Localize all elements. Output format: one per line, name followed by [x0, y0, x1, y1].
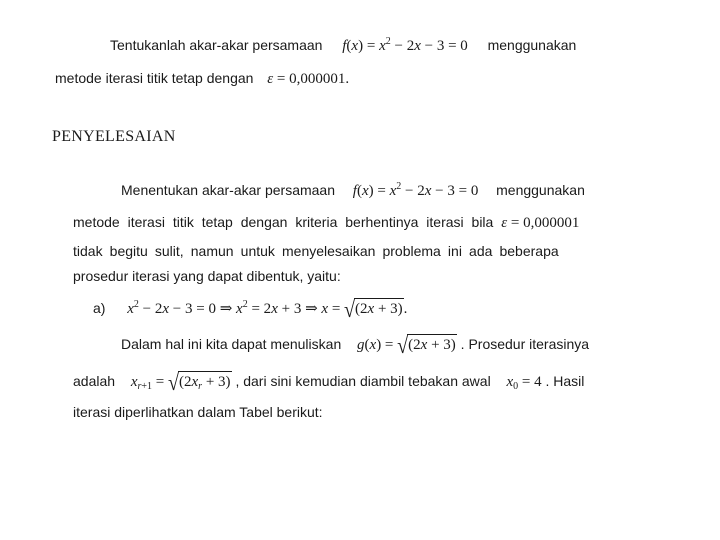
solution-mid-6: , dari sini kemudian diambil tebakan awal — [235, 373, 491, 389]
solution-line-5 — [121, 333, 590, 359]
solution-line-1 — [121, 180, 585, 201]
item-a — [93, 297, 408, 323]
solution-line-2 — [73, 212, 579, 233]
solution-text-7: iterasi diperlihatkan dalam Tabel berikut: — [73, 404, 323, 420]
item-a-label: a) — [93, 300, 106, 316]
epsilon-equation: ε = 0,000001. — [267, 71, 350, 87]
solution-line-3 — [73, 241, 559, 261]
intro-text: Tentukanlah akar-akar persamaan — [110, 37, 323, 53]
solution-text-4: prosedur iterasi yang dapat dibentuk, yaitu: — [73, 268, 341, 284]
solution-line-7 — [73, 402, 323, 422]
solution-epsilon: ε = 0,000001 — [501, 215, 580, 231]
initial-guess-equation: $x_0 = 4$ — [506, 374, 542, 392]
solution-tail-6: . Hasil — [545, 373, 585, 389]
solution-text-6: adalah — [73, 373, 116, 389]
intro-text-2: metode iterasi titik tetap dengan — [55, 70, 254, 86]
item-a-equation: $x^2 - 2x - 3 = 0$ ⇒ $x^2 = 2x + 3$ ⇒ x = √(2x + 3). — [127, 297, 408, 323]
solution-text-2: metode iterasi titik tetap dengan kriteria berhentinya iterasi bila — [73, 214, 494, 230]
g-function-equation: g(x) = √(2x + 3) — [357, 333, 456, 359]
intro-line-1 — [110, 35, 576, 56]
solution-line-4 — [73, 266, 341, 286]
solution-tail-1: menggunakan — [496, 182, 585, 198]
iteration-equation: $x_{r+1} = √(2x_r + 3)$ — [130, 370, 231, 396]
solution-text-1: Menentukan akar-akar persamaan — [121, 182, 336, 198]
solution-tail-5: . Prosedur iterasinya — [460, 336, 590, 352]
intro-tail: menggunakan — [487, 37, 577, 53]
intro-line-2 — [55, 68, 349, 89]
intro-equation: $f(x) = x^2 - 2x - 3 = 0$ — [342, 36, 468, 54]
solution-line-6 — [73, 370, 585, 396]
solution-text-5: Dalam hal ini kita dapat menuliskan — [121, 336, 342, 352]
solution-heading: PENYELESAIAN — [52, 128, 176, 145]
solution-equation-1: $f(x) = x^2 - 2x - 3 = 0$ — [352, 181, 479, 199]
solution-text-3: tidak begitu sulit, namun untuk menyelesaikan problema ini ada beberapa — [73, 243, 559, 259]
